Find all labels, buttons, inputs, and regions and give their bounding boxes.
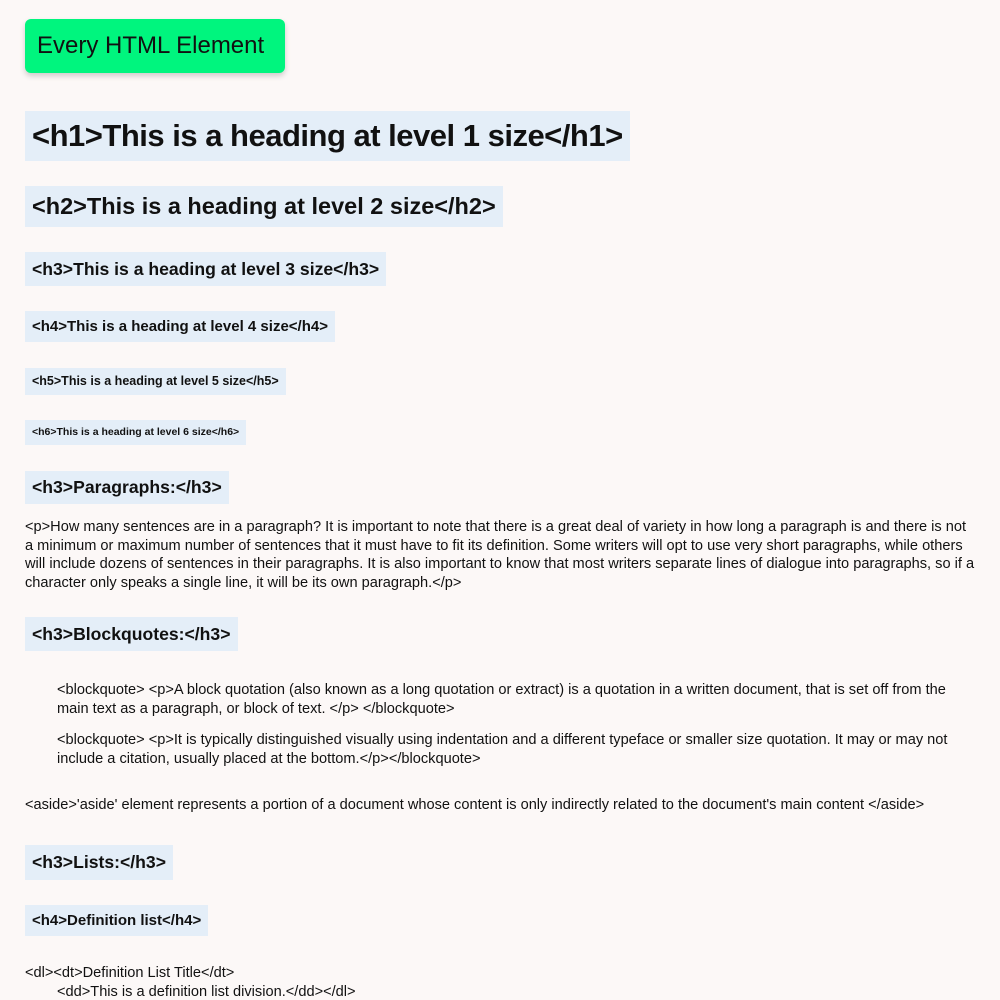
aside-text: <aside>'aside' element represents a portion of a document whose content is only indirectly related to the document's main content </aside> [25,797,925,813]
lists-heading: <h3>Lists:</h3> [25,845,173,880]
every-html-element-button[interactable]: Every HTML Element [25,19,285,73]
blockquote-1: <blockquote> <p>A block quotation (also known as a long quotation or extract) is a quotation in a written document, that is set off from the main text as a paragraph, or block of text. </p> </blockquote> [57,682,946,717]
heading-level-5: <h5>This is a heading at level 5 size</h5> [25,368,286,395]
blockquotes-heading: <h3>Blockquotes:</h3> [25,617,238,651]
heading-level-6: <h6>This is a heading at level 6 size</h6> [25,420,246,445]
definition-list-title: <dl><dt>Definition List Title</dt> [25,965,235,981]
paragraph-text: <p>How many sentences are in a paragraph? It is important to note that there is a great deal of variety in how long a paragraph is and there is not a minimum or maximum number of sentences that it must have to fit its definition. Some writers will opt to use very short paragraphs, while others will include dozens of sentences in their paragraphs. It is also important to know that most writers separate lines of dialogue into paragraphs, so if a character only speaks a single line, it will be its own paragraph.</p> [25,519,975,591]
definition-list-division: <dd>This is a definition list division.</dd></dl> [57,984,356,1000]
heading-level-1: <h1>This is a heading at level 1 size</h1> [25,111,630,161]
blockquote-2: <blockquote> <p>It is typically distinguished visually using indentation and a different typeface or smaller size quotation. It may or may not include a citation, usually placed at the bottom.</p></blockquote> [57,732,948,767]
heading-level-3: <h3>This is a heading at level 3 size</h3> [25,252,386,286]
heading-level-2: <h2>This is a heading at level 2 size</h2> [25,186,503,227]
definition-list-heading: <h4>Definition list</h4> [25,905,208,936]
paragraphs-heading: <h3>Paragraphs:</h3> [25,471,229,504]
heading-level-4: <h4>This is a heading at level 4 size</h4> [25,311,335,342]
